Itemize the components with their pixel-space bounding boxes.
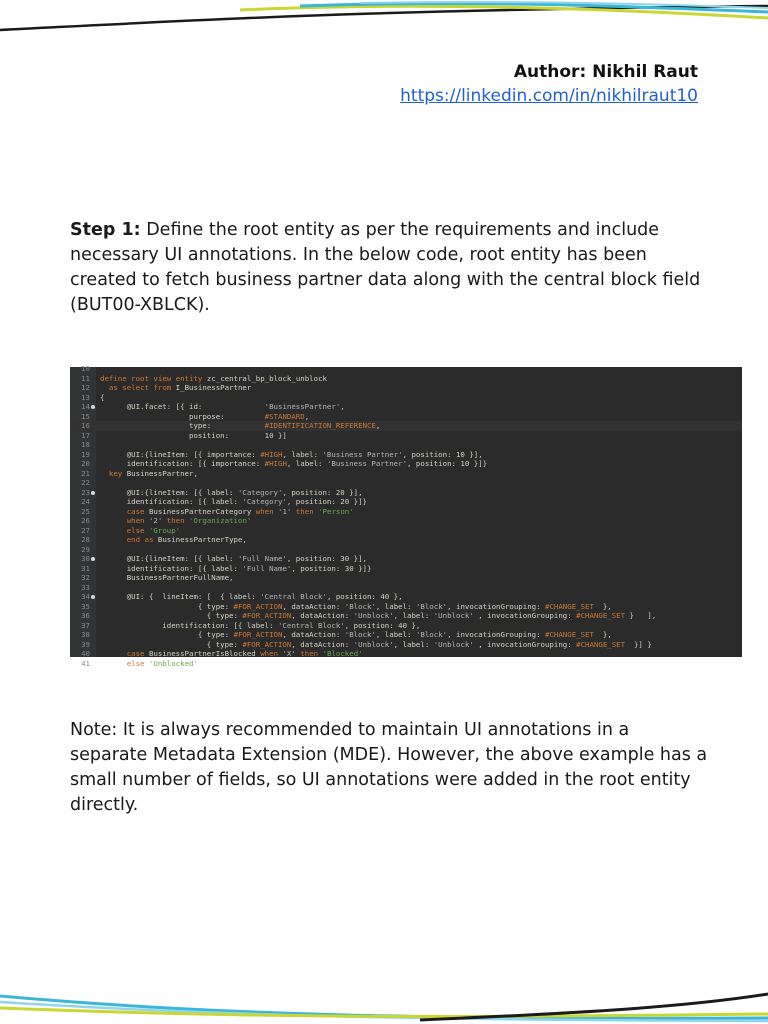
note-paragraph: Note: It is always recommended to maintain UI annotations in a separate Metadata Extension (MDE). However, the above example has a small number of fields, so UI annotations were added in the root entity directly. <box>70 720 708 815</box>
code-text: key BusinessPartner, <box>108 468 198 478</box>
code-text: else 'Group' <box>126 525 181 535</box>
code-screenshot <box>70 364 742 668</box>
author-name: Author: Nikhil Raut <box>513 62 698 82</box>
code-line <box>70 526 742 536</box>
code-text: { type: #FOR_ACTION, dataAction: 'Block', label: 'Block', invocationGrouping: #CHANGE_SET }, <box>100 630 612 639</box>
code-text: BusinessPartnerFullName, <box>100 573 234 582</box>
code-text: @UI:{lineItem: [{ label: 'Full Name', position: 30 }], <box>100 554 367 563</box>
code-text: identification: [{ label: 'Full Name', position: 30 }]} <box>100 563 372 573</box>
line-number: 35 <box>81 601 90 611</box>
code-text: { <box>100 392 105 402</box>
code-line <box>70 592 742 602</box>
line-number: 25 <box>81 506 90 516</box>
code-line <box>70 516 742 526</box>
code-line <box>70 573 742 583</box>
code-line <box>70 535 742 545</box>
code-line <box>70 421 742 431</box>
code-line <box>70 659 742 669</box>
code-text: { type: #FOR_ACTION, dataAction: 'Unblock', label: 'Unblock' , invocationGrouping: #CHANGE_SET } ], <box>100 611 657 620</box>
code-text: @UI: { lineItem: [ { label: 'Central Block', position: 40 }, <box>100 592 403 601</box>
code-line <box>70 507 742 517</box>
line-number: 13 <box>81 392 90 402</box>
line-number: 41 <box>81 658 90 668</box>
fold-marker-icon[interactable] <box>91 405 95 409</box>
line-number: 17 <box>81 430 90 440</box>
code-text: @UI:{lineItem: [{ label: 'Category', position: 20 }], <box>100 487 363 497</box>
code-line <box>70 564 742 574</box>
line-number: 12 <box>81 383 90 392</box>
code-line <box>70 383 742 393</box>
code-text: when '2' then 'Organization' <box>126 516 252 525</box>
step-1-paragraph <box>70 218 710 318</box>
code-line <box>70 393 742 403</box>
code-line <box>70 469 742 479</box>
line-number: 38 <box>81 630 90 639</box>
line-number: 15 <box>81 411 90 421</box>
line-number: 16 <box>81 421 90 430</box>
fold-marker-icon[interactable] <box>91 595 95 599</box>
code-text: case BusinessPartnerIsBlocked when 'X' then 'Blocked' <box>126 649 363 658</box>
line-number: 33 <box>81 582 90 592</box>
code-line <box>70 640 742 650</box>
line-number: 34 <box>81 592 90 601</box>
line-number: 27 <box>81 525 90 535</box>
code-text: { type: #FOR_ACTION, dataAction: 'Unblock', label: 'Unblock' , invocationGrouping: #CHANGE_SET }] } <box>100 639 652 649</box>
bottom-wave-decoration <box>0 984 768 1024</box>
code-line <box>70 583 742 593</box>
code-line <box>70 545 742 555</box>
linkedin-link[interactable]: https://linkedin.com/in/nikhilraut10 <box>400 86 698 106</box>
line-number: 36 <box>81 611 90 620</box>
author-block <box>400 60 698 108</box>
code-line <box>70 554 742 564</box>
code-text: end as BusinessPartnerType, <box>126 535 247 544</box>
line-number: 19 <box>81 449 90 459</box>
code-line <box>70 649 742 659</box>
step-text: Define the root entity as per the requirements and include necessary UI annotations. In the below code, root entity has been created to fetch business partner data along with the central block field (BUT00-XBLCK). <box>70 220 701 315</box>
code-text: { type: #FOR_ACTION, dataAction: 'Block', label: 'Block', invocationGrouping: #CHANGE_SET }, <box>100 601 612 611</box>
line-number: 39 <box>81 639 90 649</box>
code-text: purpose: #STANDARD, <box>100 411 310 421</box>
line-number: 32 <box>81 573 90 582</box>
fold-marker-icon[interactable] <box>91 557 95 561</box>
code-text: type: #IDENTIFICATION_REFERENCE, <box>100 421 381 430</box>
line-number: 23 <box>81 487 90 497</box>
line-number: 22 <box>81 478 90 487</box>
code-text: @UI.facet: [{ id: 'BusinessPartner', <box>100 402 345 411</box>
code-line <box>70 450 742 460</box>
line-number: 30 <box>81 554 90 563</box>
top-wave-decoration <box>0 0 768 40</box>
code-text: else 'Unblocked' <box>126 658 198 668</box>
line-number: 28 <box>81 535 90 544</box>
line-number: 10 <box>81 364 90 373</box>
step-label: Step 1: <box>70 220 141 240</box>
code-line <box>70 621 742 631</box>
line-number: 20 <box>81 459 90 468</box>
code-text: @UI:{lineItem: [{ importance: #HIGH, label: 'Business Partner', position: 10 }], <box>100 449 483 459</box>
code-text: identification: [{ label: 'Category', position: 20 }]} <box>100 497 367 506</box>
fold-marker-icon[interactable] <box>91 491 95 495</box>
line-number: 21 <box>81 468 90 478</box>
line-number: 14 <box>81 402 90 411</box>
code-line <box>70 459 742 469</box>
line-number: 29 <box>81 544 90 554</box>
code-line <box>70 611 742 621</box>
code-text: identification: [{ label: 'Central Block', position: 40 }, <box>100 620 421 630</box>
code-line <box>70 364 742 374</box>
code-text: define root view entity zc_central_bp_block_unblock <box>100 373 327 383</box>
line-number: 24 <box>81 497 90 506</box>
code-line <box>70 440 742 450</box>
line-number: 18 <box>81 440 90 449</box>
line-number: 11 <box>81 373 90 383</box>
code-line <box>70 431 742 441</box>
line-number: 37 <box>81 620 90 630</box>
line-number: 26 <box>81 516 90 525</box>
code-line <box>70 497 742 507</box>
code-text: case BusinessPartnerCategory when '1' then 'Person' <box>126 506 354 516</box>
code-line <box>70 412 742 422</box>
code-text: as select from I_BusinessPartner <box>108 383 252 392</box>
code-line <box>70 602 742 612</box>
code-line <box>70 488 742 498</box>
code-text: identification: [{ importance: #HIGH, label: 'Business Partner', position: 10 }]} <box>100 459 488 468</box>
code-line <box>70 630 742 640</box>
line-number: 31 <box>81 563 90 573</box>
line-number: 40 <box>81 649 90 658</box>
code-line <box>70 402 742 412</box>
code-line <box>70 374 742 384</box>
code-line <box>70 478 742 488</box>
code-text: position: 10 }] <box>100 430 287 440</box>
